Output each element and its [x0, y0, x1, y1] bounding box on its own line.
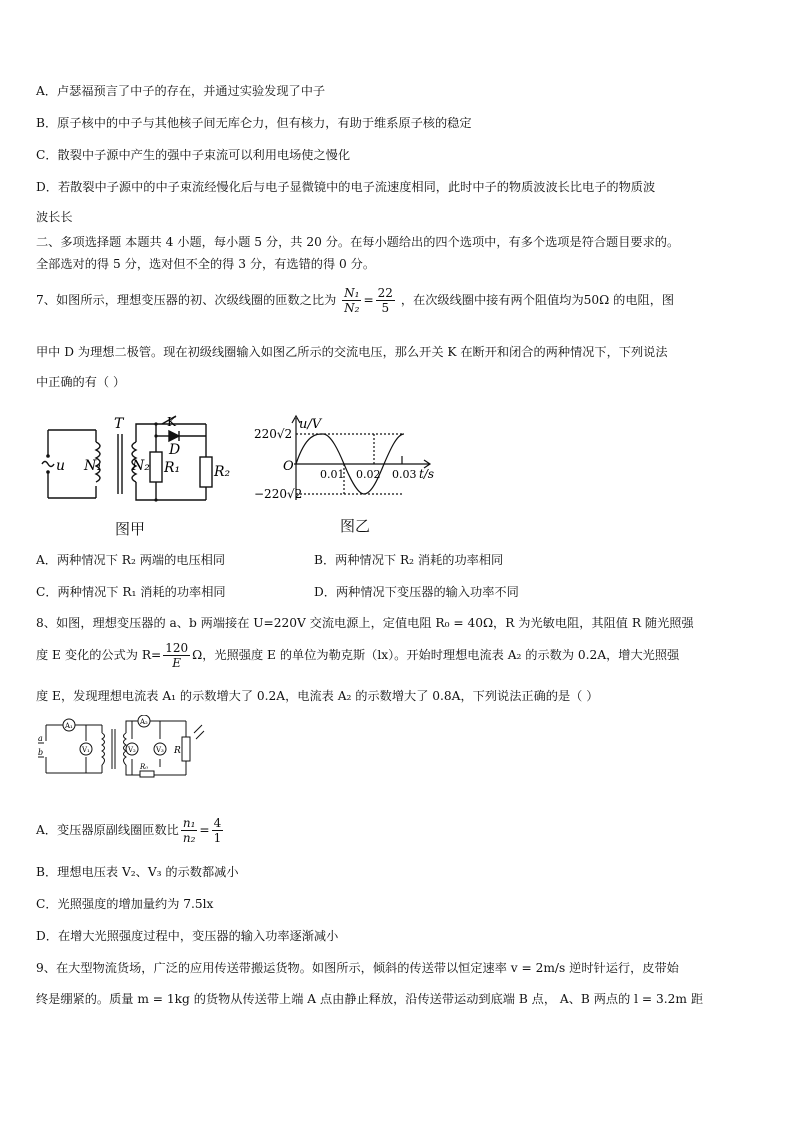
q7-graph-ymin: −220√2: [254, 487, 303, 501]
q7-option-a: A．两种情况下 R₂ 两端的电压相同: [36, 553, 226, 567]
q7-ratio-rhs-num: 22: [377, 286, 393, 300]
q8-stem-line3: 度 E，发现理想电流表 A₁ 的示数增大了 0.2A，电流表 A₂ 的示数增大了 0.8A，下列说法正确的是（ ）: [36, 689, 599, 703]
q8-label-v1: V₁: [82, 746, 90, 754]
q7-stem-line1: 7、如图所示，理想变压器的初、次级线圈的匝数之比为 $\frac{\text{N₁}}{\text{N₂}}$ = $\frac{22}{5}$ ，在次级线圈中接有两个阻值均为50Ω 的电阻，图: [36, 286, 675, 315]
q7-ratio-rhs-den: 5: [381, 301, 390, 315]
q8-label-b: b: [38, 748, 44, 757]
q8-option-a-n1: n₁: [182, 816, 196, 830]
q8-formula: [163, 641, 190, 670]
q8-formula-num: 120: [165, 641, 189, 655]
q8-stem-line1: 8、如图，理想变压器的 a、b 两端接在 U=220V 交流电源上，定值电阻 R₀ = 40Ω，R 为光敏电阻，其阻值 R 随光照强: [36, 616, 694, 630]
q7-stem-a: 7、如图所示，理想变压器的初、次级线圈的匝数之比为: [36, 293, 337, 307]
q7-ratio-rhs: [376, 286, 395, 315]
q8-label-a2: A₂: [140, 718, 148, 726]
q7-stem-line3: 中正确的有（ ）: [36, 375, 126, 389]
q8-option-a-frac-rhs: [212, 816, 224, 845]
q8-circuit-figure: [36, 715, 208, 783]
q7-graph-origin: O: [283, 459, 294, 474]
q7-label-u: u: [56, 458, 66, 474]
q6-option-d-line1: D．若散裂中子源中的中子束流经慢化后与电子显微镜中的电子流速度相同，此时中子的物质波波长比电子的物质波: [36, 180, 656, 194]
q8-option-a-text: A．变压器原副线圈匝数比: [36, 823, 179, 837]
q7-graph-ylabel: u/V: [299, 417, 322, 432]
q7-caption-yi: 图乙: [340, 517, 371, 535]
q6-option-a: A．卢瑟福预言了中子的存在，并通过实验发现了中子: [36, 84, 326, 98]
q7-graph-tick-1: 0.01: [320, 468, 345, 481]
q7-graph-tick-2: 0.02: [356, 468, 381, 481]
q7-ratio-lhs: [342, 286, 361, 315]
q7-label-n1: N₁: [84, 458, 102, 474]
section2-line1: 二、多项选择题 本题共 4 小题，每小题 5 分，共 20 分。在每小题给出的四个选项中，有多个选项是符合题目要求的。: [36, 235, 680, 249]
q8-option-c: C．光照强度的增加量约为 7.5lx: [36, 897, 214, 911]
q8-label-v3: V₃: [156, 746, 164, 754]
q6-option-d-line2: 波长长: [36, 210, 73, 224]
q8-label-a1: A₁: [65, 722, 73, 730]
q9-stem-line2: 终是绷紧的。质量 m = 1kg 的货物从传送带上端 A 点由静止释放，沿传送带运动到底端 B 点， A、B 两点的 l = 3.2m 距: [36, 992, 704, 1006]
q8-stem-line2: [36, 641, 679, 670]
q7-label-r1: R₁: [164, 460, 181, 476]
q8-option-a-den: 1: [213, 831, 222, 845]
q7-label-k: K: [167, 415, 176, 429]
q8-option-a-num: 4: [213, 816, 222, 830]
section2-line2: 全部选对的得 5 分，选对但不全的得 3 分，有选错的得 0 分。: [36, 257, 376, 271]
q7-option-c: C．两种情况下 R₁ 消耗的功率相同: [36, 585, 226, 599]
q6-option-c: C．散裂中子源中产生的强中子束流可以利用电场使之慢化: [36, 148, 351, 162]
q8-label-r: R: [174, 746, 181, 756]
q8-label-r0: R₀: [140, 763, 149, 771]
q7-label-r2: R₂: [214, 464, 231, 480]
q8-stem-line2a: 度 E 变化的公式为 R=: [36, 648, 162, 662]
q7-label-d: D: [169, 442, 181, 458]
q7-ratio-lhs-num: N₁: [344, 286, 360, 300]
q7-option-b: B．两种情况下 R₂ 消耗的功率相同: [314, 553, 504, 567]
q7-label-t: T: [114, 416, 124, 432]
q7-stem-b: ，在次级线圈中接有两个阻值均为50Ω 的电阻，图: [400, 293, 675, 307]
q7-ratio-lhs-den: N₂: [344, 301, 360, 315]
q8-option-a: A．变压器原副线圈匝数比 $\frac{\text{n₁}}{\text{n₂}}$ = $\frac{4}{1}$: [36, 816, 222, 845]
q8-stem-line2b: Ω，光照强度 E 的单位为勒克斯（lx）。开始时理想电流表 A₂ 的示数为 0.2A，增大光照强: [192, 648, 680, 662]
q7-figure-jia: [36, 412, 246, 512]
q8-option-b: B．理想电压表 V₂、V₃ 的示数都减小: [36, 865, 239, 879]
q9-stem-line1: 9、在大型物流货场，广泛的应用传送带搬运货物。如图所示，倾斜的传送带以恒定速率 v = 2m/s 逆时针运行，皮带始: [36, 961, 679, 975]
q7-figure-yi-graph: [254, 412, 444, 507]
q6-option-b: B．原子核中的中子与其他核子间无库仑力，但有核力，有助于维系原子核的稳定: [36, 116, 472, 130]
q8-option-a-frac-lhs: [181, 816, 198, 845]
q7-stem-line2: 甲中 D 为理想二极管。现在初级线圈输入如图乙所示的交流电压，那么开关 K 在断开和闭合的两种情况下，下列说法: [36, 345, 668, 359]
q7-label-n2: N₂: [132, 458, 150, 474]
q7-graph-tick-3: 0.03: [392, 468, 417, 481]
q8-label-a: a: [38, 734, 43, 743]
q8-option-a-n2: n₂: [182, 831, 196, 845]
q7-graph-xlabel: t/s: [419, 467, 435, 481]
q7-graph-ymax: 220√2: [254, 427, 293, 441]
q8-label-v2: V₂: [128, 746, 136, 754]
q7-option-d: D．两种情况下变压器的输入功率不同: [314, 585, 519, 599]
q7-caption-jia: 图甲: [115, 520, 146, 538]
q8-option-d: D．在增大光照强度过程中，变压器的输入功率逐渐减小: [36, 929, 339, 943]
q8-formula-den: E: [172, 656, 182, 670]
